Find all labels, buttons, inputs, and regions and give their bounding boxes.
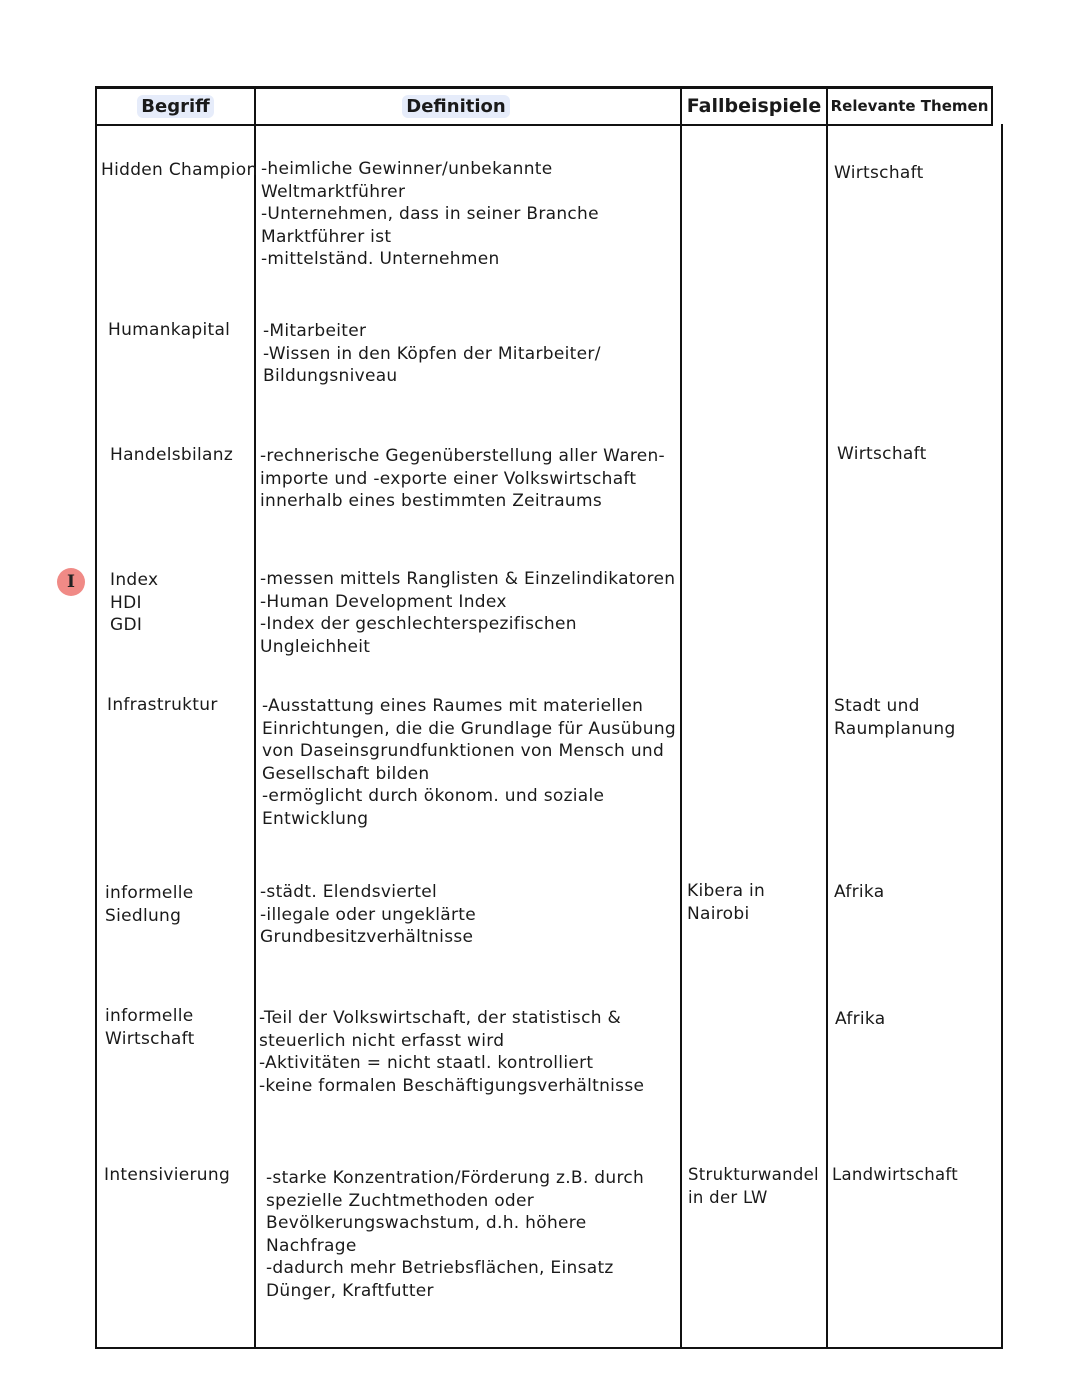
term-cell: Hidden Champion	[101, 160, 258, 180]
term-cell: informelle Siedlung	[105, 883, 194, 926]
table-border-right	[1001, 124, 1003, 1349]
table-header-divider	[95, 124, 993, 126]
letter-badge: I	[57, 568, 85, 596]
topic-cell: Wirtschaft	[837, 444, 927, 464]
header-themen	[828, 88, 991, 124]
topic-cell: Afrika	[835, 1009, 886, 1029]
column-divider-1	[254, 86, 256, 1349]
column-divider-3	[826, 86, 828, 1349]
header-fallbeispiele	[682, 88, 826, 124]
header-definition-label: Definition	[402, 95, 509, 118]
definition-cell: -Teil der Volkswirtschaft, der statistisch & steuerlich nicht erfasst wird -Aktivitäten = nicht staatl. kontrolliert -keine formalen Beschäftigungsverhältnisse	[259, 1008, 645, 1096]
definition-cell: -starke Konzentration/Förderung z.B. durch spezielle Zuchtmethoden oder Bevölkerungswachstum, d.h. höhere Nachfrage -dadurch mehr Betriebsflächen, Einsatz Dünger, Kraftfutter	[266, 1168, 645, 1301]
table-border-right-upper	[991, 86, 993, 126]
header-begriff	[97, 88, 254, 124]
term-cell: Intensivierung	[104, 1165, 231, 1185]
definition-cell: -städt. Elendsviertel -illegale oder ungeklärte Grundbesitzverhältnisse	[260, 882, 476, 948]
definition-cell: -Ausstattung eines Raumes mit materiellen Einrichtungen, die die Grundlage für Ausübung von Daseinsgrundfunktionen von Mensch und Gesellschaft bilden -ermöglicht durch ökonom. und soziale Entwicklung	[262, 696, 676, 829]
term-cell: informelle Wirtschaft	[105, 1006, 195, 1049]
table-border-left	[95, 86, 97, 1349]
header-fallbeispiele-label: Fallbeispiele	[686, 95, 822, 117]
definition-cell: -messen mittels Ranglisten & Einzelindikatoren -Human Development Index -Index der geschlechterspezifischen Ungleichheit	[260, 569, 676, 657]
term-cell: Handelsbilanz	[110, 445, 234, 465]
example-cell: Strukturwandel in der LW	[688, 1165, 819, 1207]
definition-cell: -Mitarbeiter -Wissen in den Köpfen der Mitarbeiter/ Bildungsniveau	[263, 321, 601, 387]
topic-cell: Stadt und Raumplanung	[834, 696, 956, 739]
column-divider-2	[680, 86, 682, 1349]
header-definition	[256, 88, 656, 124]
topic-cell: Wirtschaft	[834, 163, 924, 183]
header-themen-label: Relevante Themen	[830, 97, 989, 115]
definition-cell: -rechnerische Gegenüberstellung aller Waren- importe und -exporte einer Volkswirtschaft innerhalb eines bestimmten Zeitraums	[260, 446, 665, 512]
example-cell: Kibera in Nairobi	[687, 881, 766, 924]
term-cell: Humankapital	[108, 320, 231, 340]
table-border-bottom	[95, 1347, 1003, 1349]
term-cell: Infrastruktur	[107, 695, 218, 715]
header-begriff-label: Begriff	[137, 95, 213, 118]
definition-cell: -heimliche Gewinner/unbekannte Weltmarktführer -Unternehmen, dass in seiner Branche Marktführer ist -mittelständ. Unternehmen	[261, 159, 599, 270]
topic-cell: Afrika	[834, 882, 885, 902]
topic-cell: Landwirtschaft	[832, 1165, 958, 1184]
term-cell: Index HDI GDI	[110, 570, 159, 636]
